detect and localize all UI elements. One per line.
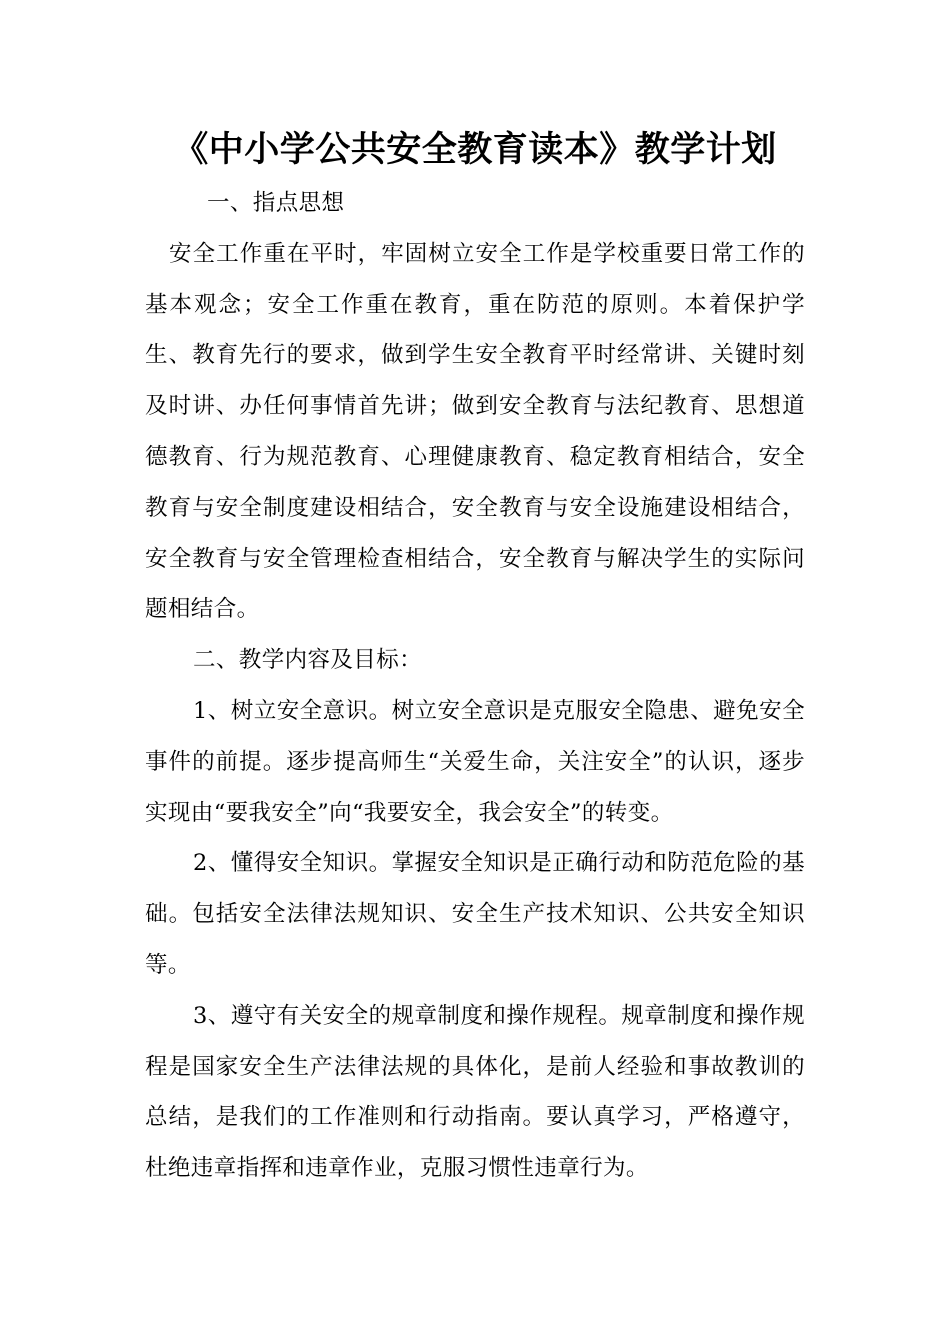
paragraph-item-1: 1、树立安全意识。树立安全意识是克服安全隐患、避免安全事件的前提。逐步提高师生“关爱生命，关注安全”的认识，逐步实现由“要我安全”向“我要安全，我会安全”的转变。 xyxy=(145,697,805,826)
paragraph-guiding-thought: 安全工作重在平时，牢固树立安全工作是学校重要日常工作的基本观念；安全工作重在教育，重在防范的原则。本着保护学生、教育先行的要求，做到学生安全教育平时经常讲、关键时刻及时讲、办任何事情首先讲；做到安全教育与法纪教育、思想道德教育、行为规范教育、心理健康教育、稳定教育相结合，安全教育与安全制度建设相结合，安全教育与安全设施建设相结合，安全教育与安全管理检查相结合，安全教育与解决学生的实际问题相结合。 xyxy=(145,240,805,623)
paragraph-item-3: 3、遵守有关安全的规章制度和操作规程。规章制度和操作规程是国家安全生产法律法规的具体化，是前人经验和事故教训的总结，是我们的工作准则和行动指南。要认真学习，严格遵守，杜绝违章指挥和违章作业，克服习惯性违章行为。 xyxy=(145,1002,805,1182)
section-heading-guiding-thought: 一、指点思想 xyxy=(207,190,345,216)
section-heading-teaching-content: 二、教学内容及目标： xyxy=(193,647,423,674)
document-title: 《中小学公共安全教育读本》教学计划 xyxy=(173,129,777,170)
document-body xyxy=(145,178,805,1194)
paragraph-item-2: 2、懂得安全知识。掌握安全知识是正确行动和防范危险的基础。包括安全法律法规知识、安全生产技术知识、公共安全知识等。 xyxy=(145,850,805,978)
